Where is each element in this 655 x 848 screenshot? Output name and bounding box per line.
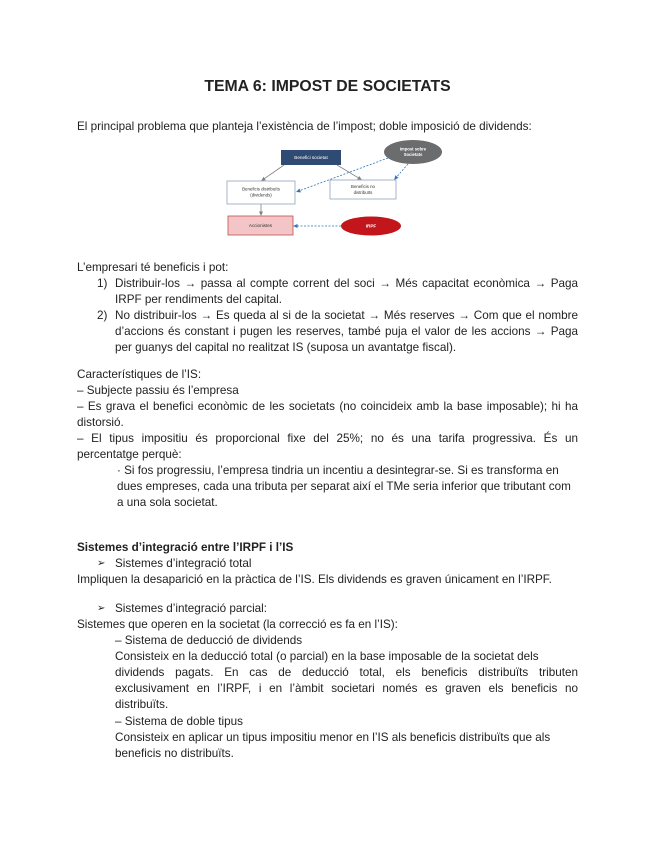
system-line: beneficis no distribuïts. <box>115 747 234 760</box>
intro-paragraph <box>77 119 578 135</box>
arrowhead <box>296 189 301 193</box>
characteristic-line: percentatge perquè: <box>77 448 182 461</box>
reason-paragraph <box>117 463 578 511</box>
integration-heading: Sistemes d’integració entre l’IRPF i l’IS <box>77 541 294 554</box>
profit-box-label: Benefici societat <box>294 155 328 161</box>
list-item-line: Distribuir-los → passa al compte corrent del soci → Més capacitat econòmica → Paga <box>115 277 578 290</box>
total-integration-label: Sistemes d’integració total <box>115 557 252 570</box>
arrow-profit-to-distributed <box>265 165 284 178</box>
arrow-profit-to-retained <box>337 165 358 178</box>
system-line: dividends pagats. En cas de deducció total, els beneficis distribuïts tributen <box>115 666 578 679</box>
system-line: Consisteix en la deducció total (o parcial) en la base imposable de la societat dels <box>115 650 539 663</box>
distributed-profits-label-line1: Beneficis distribuïts <box>242 186 280 192</box>
characteristics-heading: Característiques de l’IS: <box>77 368 202 381</box>
system-name: – Sistema de doble tipus <box>115 715 243 728</box>
retained-profits-label-line2: distribuïts <box>353 190 373 195</box>
dashed-arrow-corporate-tax-to-retained <box>397 164 408 177</box>
arrowhead <box>259 212 263 217</box>
system-name: – Sistema de deducció de dividends <box>115 634 303 647</box>
list-item-line: No distribuir-los → Es queda al si de la societat → Més reserves → Com que el nombre <box>115 309 578 322</box>
distributed-profits-label-line2: (dividends) <box>250 192 272 198</box>
irpf-label: IRPF <box>365 223 377 229</box>
list-item <box>77 556 578 572</box>
list-item-body <box>115 308 578 356</box>
reason-line: dues empreses, cada una tributa per separat així el TMe seria inferior que tributant com <box>117 480 571 493</box>
arrowhead <box>261 177 266 181</box>
system-line: Consisteix en aplicar un tipus impositiu menor en l’IS als beneficis distribuïts que als <box>115 731 551 744</box>
list-item <box>77 601 578 617</box>
list-item <box>77 308 578 356</box>
arrowhead <box>293 224 298 228</box>
list-marker: 2) <box>97 309 108 322</box>
entrepreneur-lead: L’empresari té beneficis i pot: <box>77 261 229 274</box>
characteristic-line: distorsió. <box>77 416 124 429</box>
partial-integration-label: Sistemes d’integració parcial: <box>115 602 268 615</box>
list-item-body <box>115 276 578 308</box>
arrowhead-bullet-icon: ➢ <box>97 558 106 569</box>
partial-integration-section <box>77 601 578 713</box>
page-title: TEMA 6: IMPOST DE SOCIETATS <box>204 78 451 95</box>
double-rate-system <box>115 714 578 762</box>
integration-section <box>77 540 578 588</box>
double-rate-section <box>77 714 578 762</box>
intro-text: El principal problema que planteja l’existència de l’impost; doble imposició de dividends: <box>77 120 532 133</box>
arrowhead-bullet-icon: ➢ <box>97 603 106 614</box>
characteristics-section <box>77 367 578 511</box>
list-item-line: per guanys del capital no realitzat IS (suposa un avantatge fiscal). <box>115 341 457 354</box>
list-item-body <box>115 601 578 617</box>
system-line: exclusivament en l’IRPF, i en l’àmbit societari només es graven els beneficis no <box>115 682 578 695</box>
characteristic-line: – Es grava el benefici econòmic de les societats (no coincideix amb la base imposable); hi ha <box>77 400 578 413</box>
total-integration-description: Impliquen la desaparició en la pràctica de l’IS. Els dividends es graven únicament en l’IRPF. <box>77 573 552 586</box>
corporate-tax-label-line2: Societats <box>403 152 423 158</box>
system-line: distribuïts. <box>115 698 169 711</box>
retained-profits-label-line1: Beneficis no <box>351 184 375 190</box>
double-taxation-diagram <box>222 138 444 240</box>
entrepreneur-section <box>77 260 578 356</box>
reason-line: a una sola societat. <box>117 496 218 509</box>
list-item-line: d’accions és constant i pugen les reserves, també puja el valor de les accions → Paga <box>115 325 578 338</box>
reason-line: · Si fos progressiu, l’empresa tindria un incentiu a desintegrar-se. Si es transforma en <box>117 464 559 477</box>
list-marker: 1) <box>97 277 108 290</box>
characteristic-line: – El tipus impositiu és proporcional fixe del 25%; no és una tarifa progressiva. És un <box>77 432 578 445</box>
list-item <box>77 276 578 308</box>
characteristic-line: – Subjecte passiu és l’empresa <box>77 384 239 397</box>
list-item-body <box>115 556 578 572</box>
shareholders-label: Accionistes <box>248 223 273 229</box>
list-item-line: IRPF per rendiments del capital. <box>115 293 282 306</box>
arrowhead <box>357 176 362 180</box>
partial-integration-description: Sistemes que operen en la societat (la correcció es fa en l’IS): <box>77 618 398 631</box>
dividend-deduction-system <box>115 633 578 713</box>
corporate-tax-label-line1: Impost sobre <box>399 146 427 152</box>
